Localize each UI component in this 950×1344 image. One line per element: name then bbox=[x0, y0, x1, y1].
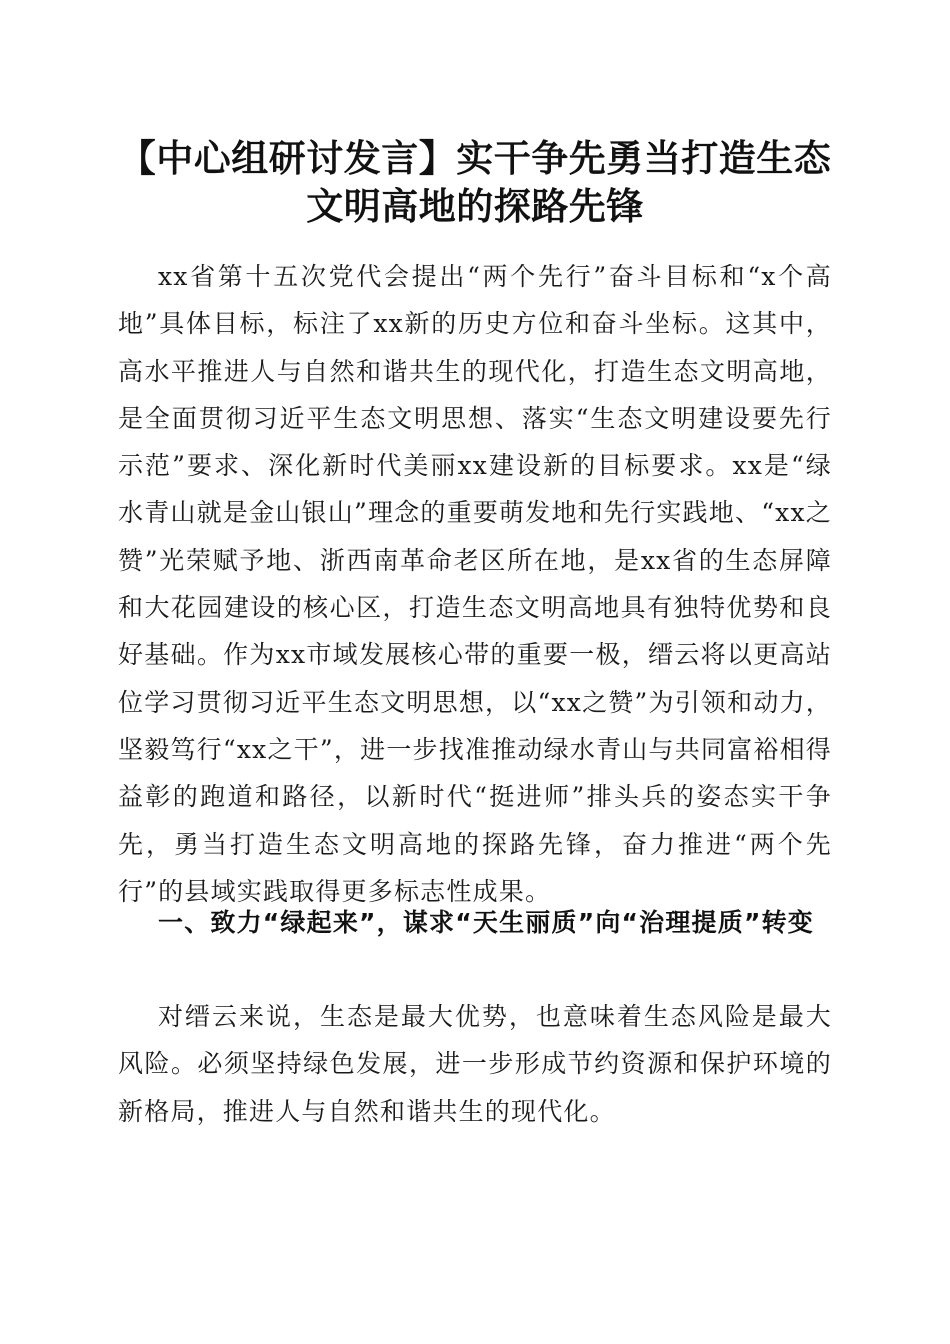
document-title: 【中心组研讨发言】实干争先勇当打造生态文明高地的探路先锋 bbox=[118, 136, 832, 228]
intro-paragraph: xx省第十五次党代会提出“两个先行”奋斗目标和“x个高地”具体目标，标注了xx新的历史方位和奋斗坐标。这其中，高水平推进人与自然和谐共生的现代化，打造生态文明高地，是全面贯彻习近平生态文明思想、落实“生态文明建设要先行示范”要求、深化新时代美丽xx建设新的目标要求。xx是“绿水青山就是金山银山”理念的重要萌发地和先行实践地、“xx之赞”光荣赋予地、浙西南革命老区所在地，是xx省的生态屏障和大花园建设的核心区，打造生态文明高地具有独特优势和良好基础。作为xx市域发展核心带的重要一极，缙云将以更高站位学习贯彻习近平生态文明思想，以“xx之赞”为引领和动力，坚毅笃行“xx之干”，进一步找准推动绿水青山与共同富裕相得益彰的跑道和路径，以新时代“挺进师”排头兵的姿态实干争先，勇当打造生态文明高地的探路先锋，奋力推进“两个先行”的县域实践取得更多标志性成果。 bbox=[118, 262, 832, 906]
section-paragraph: 对缙云来说，生态是最大优势，也意味着生态风险是最大风险。必须坚持绿色发展，进一步形成节约资源和保护环境的新格局，推进人与自然和谐共生的现代化。 bbox=[118, 1002, 832, 1126]
section-heading: 一、致力“绿起来”，谋求“天生丽质”向“治理提质”转变 bbox=[158, 908, 814, 937]
